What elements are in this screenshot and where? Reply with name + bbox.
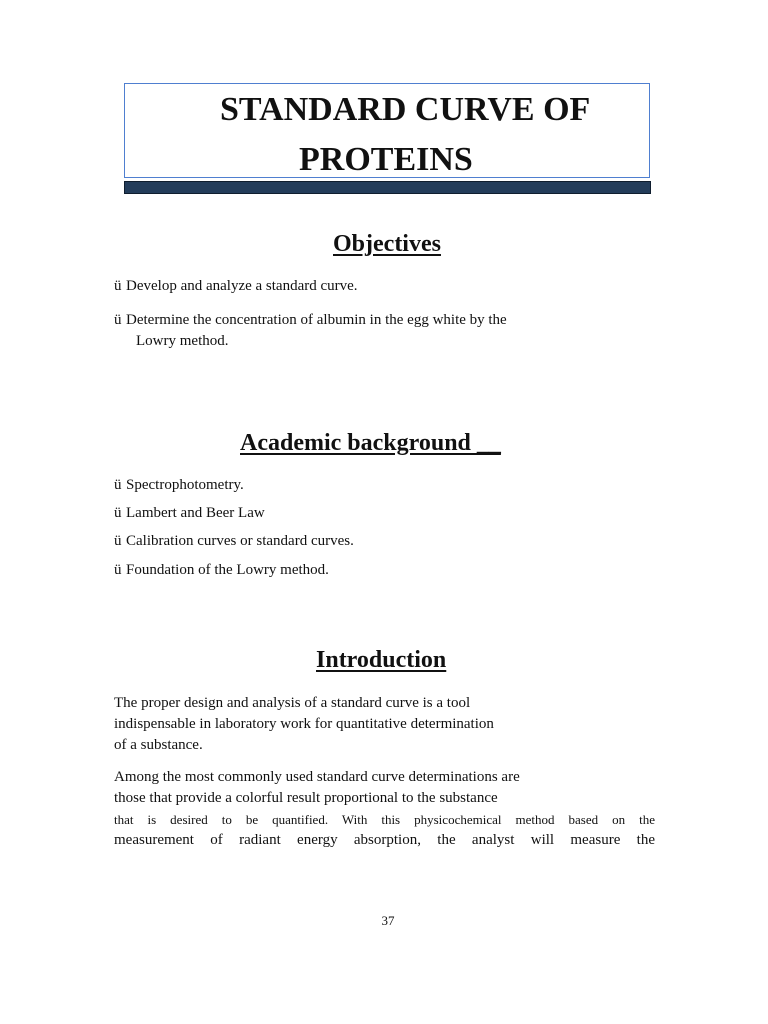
introduction-heading: Introduction	[316, 647, 447, 673]
title-underline-bar	[124, 181, 651, 194]
background-item-2	[114, 503, 265, 524]
academic-background-heading: Academic background __	[240, 430, 501, 456]
background-item-text: Spectrophotometry.	[126, 477, 244, 493]
paragraph-line: indispensable in laboratory work for quantitative determination	[114, 716, 494, 732]
bullet-mark: ü	[114, 562, 122, 578]
objectives-heading: Objectives	[333, 231, 441, 257]
objective-item-1	[114, 276, 358, 297]
title-box	[124, 83, 650, 178]
title-line-2: PROTEINS	[299, 141, 473, 178]
background-item-1	[114, 475, 244, 496]
bullet-mark: ü	[114, 505, 122, 521]
title-line-1: STANDARD CURVE OF	[220, 91, 591, 128]
background-item-3	[114, 531, 354, 552]
paragraph-line: Among the most commonly used standard curve determinations are	[114, 769, 520, 785]
background-item-text: Foundation of the Lowry method.	[126, 562, 329, 578]
background-item-text: Calibration curves or standard curves.	[126, 533, 354, 549]
page-number: 37	[381, 913, 395, 928]
objective-item-2	[114, 310, 598, 352]
objective-item-text: Develop and analyze a standard curve.	[126, 278, 358, 294]
bullet-mark: ü	[114, 312, 122, 328]
bullet-mark: ü	[114, 477, 122, 493]
background-item-4	[114, 560, 329, 581]
paragraph-line: those that provide a colorful result proportional to the substance	[114, 790, 498, 806]
bullet-mark: ü	[114, 278, 122, 294]
bullet-mark: ü	[114, 533, 122, 549]
background-item-text: Lambert and Beer Law	[126, 505, 265, 521]
intro-paragraph-2	[114, 767, 655, 851]
paragraph-line: of a substance.	[114, 737, 203, 753]
objective-item-continuation: Lowry method.	[136, 333, 229, 349]
paragraph-line: The proper design and analysis of a standard curve is a tool	[114, 695, 471, 711]
paragraph-line: measurement of radiant energy absorption, the analyst will measure the	[114, 832, 655, 848]
intro-paragraph-1	[114, 693, 655, 756]
paragraph-line: that is desired to be quantified. With this physicochemical method based on the	[114, 812, 655, 827]
objective-item-text: Determine the concentration of albumin in the egg white by the	[126, 312, 507, 328]
